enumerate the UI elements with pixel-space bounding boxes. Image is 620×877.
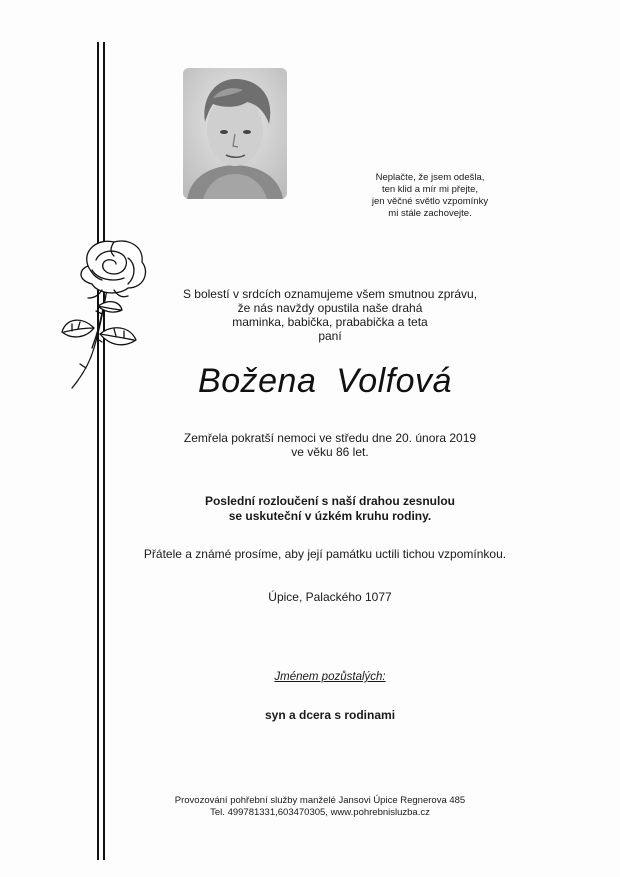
vertical-rule-left — [97, 42, 99, 860]
announcement-intro — [150, 287, 510, 343]
poem-line: mi stále zachovejte. — [388, 208, 472, 219]
poem-line: Neplačte, že jsem odešla, — [375, 172, 485, 183]
farewell-line: se uskuteční v úzkém kruhu rodiny. — [228, 509, 432, 523]
friends-note: Přátele a známé prosíme, aby její památku uctili tichou vzpomínkou. — [143, 547, 507, 561]
footer-line: Provozování pohřební služby manželé Jansovi Úpice Regnerova 485 — [174, 795, 466, 806]
poem-line: ten klid a mír mi přejte, — [381, 184, 479, 195]
intro-line: paní — [318, 329, 342, 343]
vertical-rule-right — [103, 42, 105, 860]
family-signature: syn a dcera s rodinami — [264, 708, 396, 722]
death-details — [150, 431, 510, 459]
poem — [330, 172, 530, 220]
footer-line: Tel. 499781331,603470305, www.pohrebnisluzba.cz — [210, 807, 430, 818]
intro-line: maminka, babička, prababička a teta — [232, 315, 428, 329]
on-behalf-text: Jménem pozůstalých: — [274, 671, 386, 683]
death-line: Zemřela pokratší nemoci ve středu dne 20. února 2019 — [183, 431, 477, 445]
death-line: ve věku 86 let. — [291, 445, 369, 459]
farewell-notice — [150, 494, 510, 524]
place-address: Úpice, Palackého 1077 — [268, 590, 392, 604]
intro-line: že nás navždy opustila naše drahá — [237, 301, 423, 315]
deceased-name: Božena Volfová — [198, 362, 452, 400]
poem-line: jen věčné světlo vzpomínky — [371, 196, 489, 207]
funeral-service-footer — [130, 795, 510, 819]
farewell-line: Poslední rozloučení s naší drahou zesnulou — [204, 494, 456, 508]
portrait-photo — [183, 68, 287, 199]
intro-line: S bolestí v srdcích oznamujeme všem smutnou zprávu, — [182, 287, 478, 301]
on-behalf-heading — [150, 671, 510, 683]
